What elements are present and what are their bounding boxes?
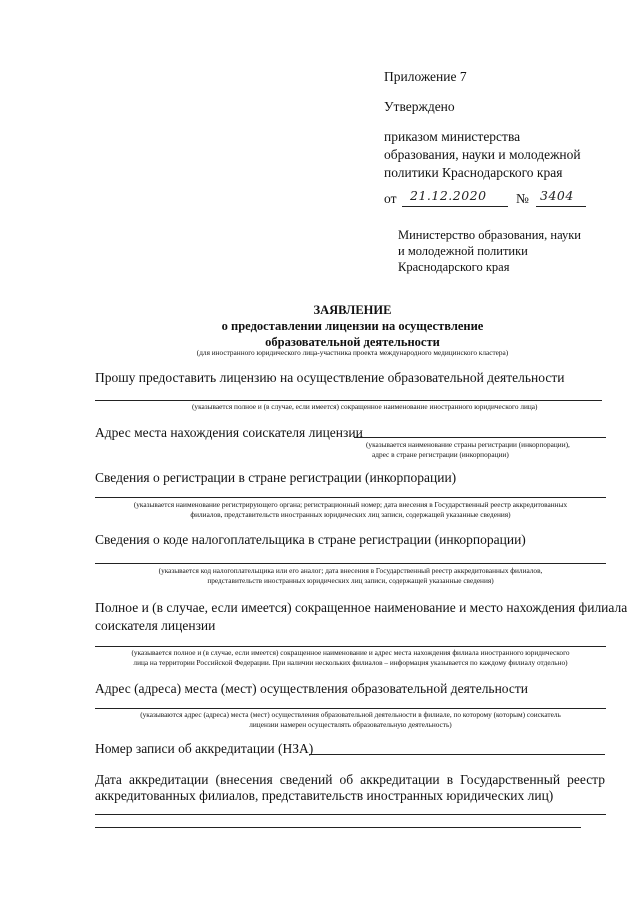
handwritten-number: 3404 [540,188,574,203]
field-address-line[interactable] [354,437,606,438]
field-nza-line[interactable] [309,754,605,755]
field-accreditation-date-label-2: аккредитованных филиалов, представительств иностранных юридических лиц) [95,788,554,803]
field-tax-code-label: Сведения о коде налогоплательщика в стране регистрации (инкорпорации) [95,532,526,547]
field-branch-hint-2: лица на территории Российской Федерации. При наличии нескольких филиалов – информация указывается по каждому филиалу отдельно) [133,658,568,667]
field-registration-label: Сведения о регистрации в стране регистрации (инкорпорации) [95,470,457,485]
addressee-line-1: Министерство образования, науки [398,228,581,242]
order-line-3: политики Краснодарского края [384,165,563,180]
field-accreditation-date-label-1: Дата аккредитации (внесения сведений об аккредитации в Государственный реестр [95,772,605,787]
addressee-line-3: Краснодарского края [398,260,510,274]
field-accreditation-date-line-1[interactable] [95,814,606,815]
field-address-label: Адрес места нахождения соискателя лицензии [95,425,363,440]
doc-subtitle-1: о предоставлении лицензии на осуществление [221,319,484,333]
field-branch-line[interactable] [95,646,606,647]
field-address-hint-1: (указывается наименование страны регистрации (инкорпорации), [366,440,570,449]
from-label: от [384,191,397,206]
field-registration-line[interactable] [95,497,606,498]
number-underline [536,206,586,207]
field-activity-address-hint-2: лицензии намерен осуществлять образовательную деятельность) [249,720,452,729]
date-underline [402,206,508,207]
field-tax-code-line[interactable] [95,563,606,564]
field-address-hint-2: адрес в стране регистрации (инкорпорации) [372,450,509,459]
field-nza-label: Номер записи об аккредитации (НЗА) [95,741,314,756]
field-tax-code-hint-2: представительств иностранных юридических лиц записи, содержащей указанные сведения) [207,576,494,585]
field-activity-address-hint-1: (указываются адрес (адреса) места (мест) осуществления образовательной деятельности в филиале, по которому (которым) соискатель [140,710,561,719]
addressee-line-2: и молодежной политики [398,244,528,258]
doc-subtitle-note: (для иностранного юридического лица-участника проекта международного медицинского кластера) [196,348,509,357]
appendix-label: Приложение 7 [384,69,467,84]
approved-label: Утверждено [384,99,455,114]
handwritten-date: 21.12.2020 [410,188,487,203]
field-license-request-line[interactable] [95,400,602,401]
field-branch-hint-1: (указывается полное и (в случае, если имеется) сокращенное наименование и адрес места нахождения филиала иностранного юридического [131,648,570,657]
field-registration-hint-2: филиалов, представительств иностранных юридических лиц записи, содержащей указанные сведения) [190,510,511,519]
doc-title: ЗАЯВЛЕНИЕ [313,303,392,317]
order-line-1: приказом министерства [384,129,521,144]
field-activity-address-label: Адрес (адреса) места (мест) осуществления образовательной деятельности [95,681,529,696]
field-activity-address-line[interactable] [95,708,606,709]
field-branch-label-1: Полное и (в случае, если имеется) сокращенное наименование и место нахождения филиала [95,600,628,615]
number-label: № [516,191,529,206]
field-branch-label-2: соискателя лицензии [95,618,216,633]
field-registration-hint-1: (указывается наименование регистрирующего органа; регистрационный номер; дата внесения в Государственный реестр аккредитованных [133,500,568,509]
field-license-request-hint: (указывается полное и (в случае, если имеется) сокращенное наименование иностранного юридического лица) [192,402,538,411]
field-tax-code-hint-1: (указывается код налогоплательщика или его аналог; дата внесения в Государственный реестр аккредитованных филиалов, [158,566,543,575]
order-line-2: образования, науки и молодежной [384,147,581,162]
field-accreditation-date-line-2[interactable] [95,827,581,828]
doc-subtitle-2: образовательной деятельности [265,335,440,349]
field-license-request-label: Прошу предоставить лицензию на осуществление образовательной деятельности [95,370,565,385]
